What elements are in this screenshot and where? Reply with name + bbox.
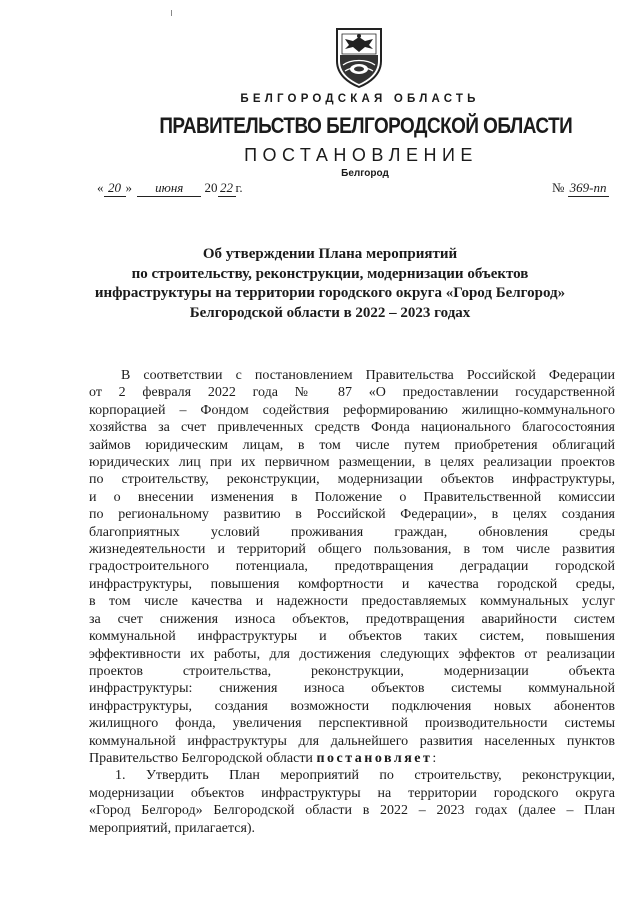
item1-line: мероприятий, прилагается).	[89, 820, 256, 836]
title-line: инфраструктуры на территории городского округа «Город Белгород»	[94, 285, 566, 301]
body-line: градостроительного потенциала, предотвращения деградации городской	[89, 559, 615, 575]
body-line: коммунальной инфраструктуры для дальнейшего развития населенных пунктов	[89, 733, 615, 749]
body-final-line	[89, 750, 615, 767]
item1-line: «Город Белгород» Белгородской области в 2022 – 2023 годах (далее – План	[89, 803, 615, 819]
body-line: и о внесении изменения в Положение о Правительственной комиссии	[89, 489, 615, 505]
number-value: 369-пп	[569, 180, 607, 195]
body-line: корпорацией – Фондом содействия реформированию жилищно-коммунального	[89, 402, 615, 418]
title-line: Белгородской области в 2022 – 2023 годах	[189, 304, 471, 321]
body-line: жилищного фонда, увеличения перспективной производительности системы	[89, 716, 615, 732]
body-line: юридических лиц при их первичном размещении, в целях реализации проектов	[89, 455, 615, 471]
body-line: в том числе качества и надежности предоставляемых коммунальных услуг	[89, 594, 615, 610]
body-final-prefix: Правительство Белгородской области	[89, 750, 317, 766]
date-open-quote: «	[97, 180, 104, 195]
body-line: жизнедеятельности и территорий общего пользования, в том числе развития	[89, 542, 615, 558]
date-day: 20	[104, 180, 126, 197]
document-number	[552, 180, 609, 197]
document-date	[97, 180, 243, 197]
number-label: №	[552, 180, 565, 195]
date-year-suffix: 22	[218, 180, 236, 197]
body-line: инфраструктуры, повышения комфортности и качества городской среды,	[89, 576, 615, 592]
body-final-colon: :	[432, 750, 437, 766]
body-line: займов юридическим лицам, в том числе путем приобретения облигаций	[89, 437, 615, 453]
body-line: проектов строительства, реконструкции, модернизации объекта	[89, 663, 615, 679]
date-year-prefix: 20	[204, 180, 218, 195]
item1-line: модернизации объектов инфраструктуры на территории городского округа	[89, 785, 615, 801]
government-heading: ПРАВИТЕЛЬСТВО БЕЛГОРОДСКОЙ ОБЛАСТИ	[159, 113, 573, 138]
title-line: Об утверждении Плана мероприятий	[202, 246, 458, 262]
date-month: июня	[137, 180, 201, 197]
item1-line: 1. Утвердить План мероприятий по строительству, реконструкции,	[115, 768, 615, 784]
date-year-end: г.	[235, 180, 243, 195]
body-line: по региональному развитию в Российской Федерации», в целях создания	[89, 507, 615, 523]
body-line: коммунальной инфраструктуры и объектов таких систем, повышения	[89, 629, 615, 645]
body-line: хозяйства за счет привлеченных средств Фонда национального благосостояния	[89, 420, 615, 436]
resolves-word: постановляет	[316, 750, 433, 766]
body-line: В соответствии с постановлением Правительства Российской Федерации	[121, 368, 615, 383]
body-line: эффективности их работы, для достижения следующих эффектов от реализации	[89, 646, 615, 662]
body-line: инфраструктуры: снижения износа объектов системы коммунальной	[89, 681, 615, 697]
coat-of-arms-emblem	[333, 25, 385, 89]
document-title	[60, 245, 600, 323]
body-line: благоприятных условий проживания граждан, обновления среды	[89, 524, 615, 540]
city-label: Белгород	[341, 168, 389, 179]
body-line: по строительству, реконструкции, модернизации объектов инфраструктуры,	[89, 472, 615, 488]
body-line: инфраструктуры, создания возможности подключения новых абонентов	[89, 698, 615, 714]
scan-mark	[171, 10, 172, 16]
region-heading: БЕЛГОРОДСКАЯ ОБЛАСТЬ	[240, 93, 480, 105]
document-type-heading: ПОСТАНОВЛЕНИЕ	[244, 145, 478, 165]
body-line: за счет снижения износа объектов, предотвращения аварийности систем	[89, 611, 615, 627]
body-line: от 2 февраля 2022 года № 87 «О предоставлении государственной	[89, 385, 615, 401]
document-body	[89, 367, 615, 837]
date-close-quote: »	[125, 180, 132, 195]
title-line: по строительству, реконструкции, модернизации объектов	[131, 265, 529, 282]
